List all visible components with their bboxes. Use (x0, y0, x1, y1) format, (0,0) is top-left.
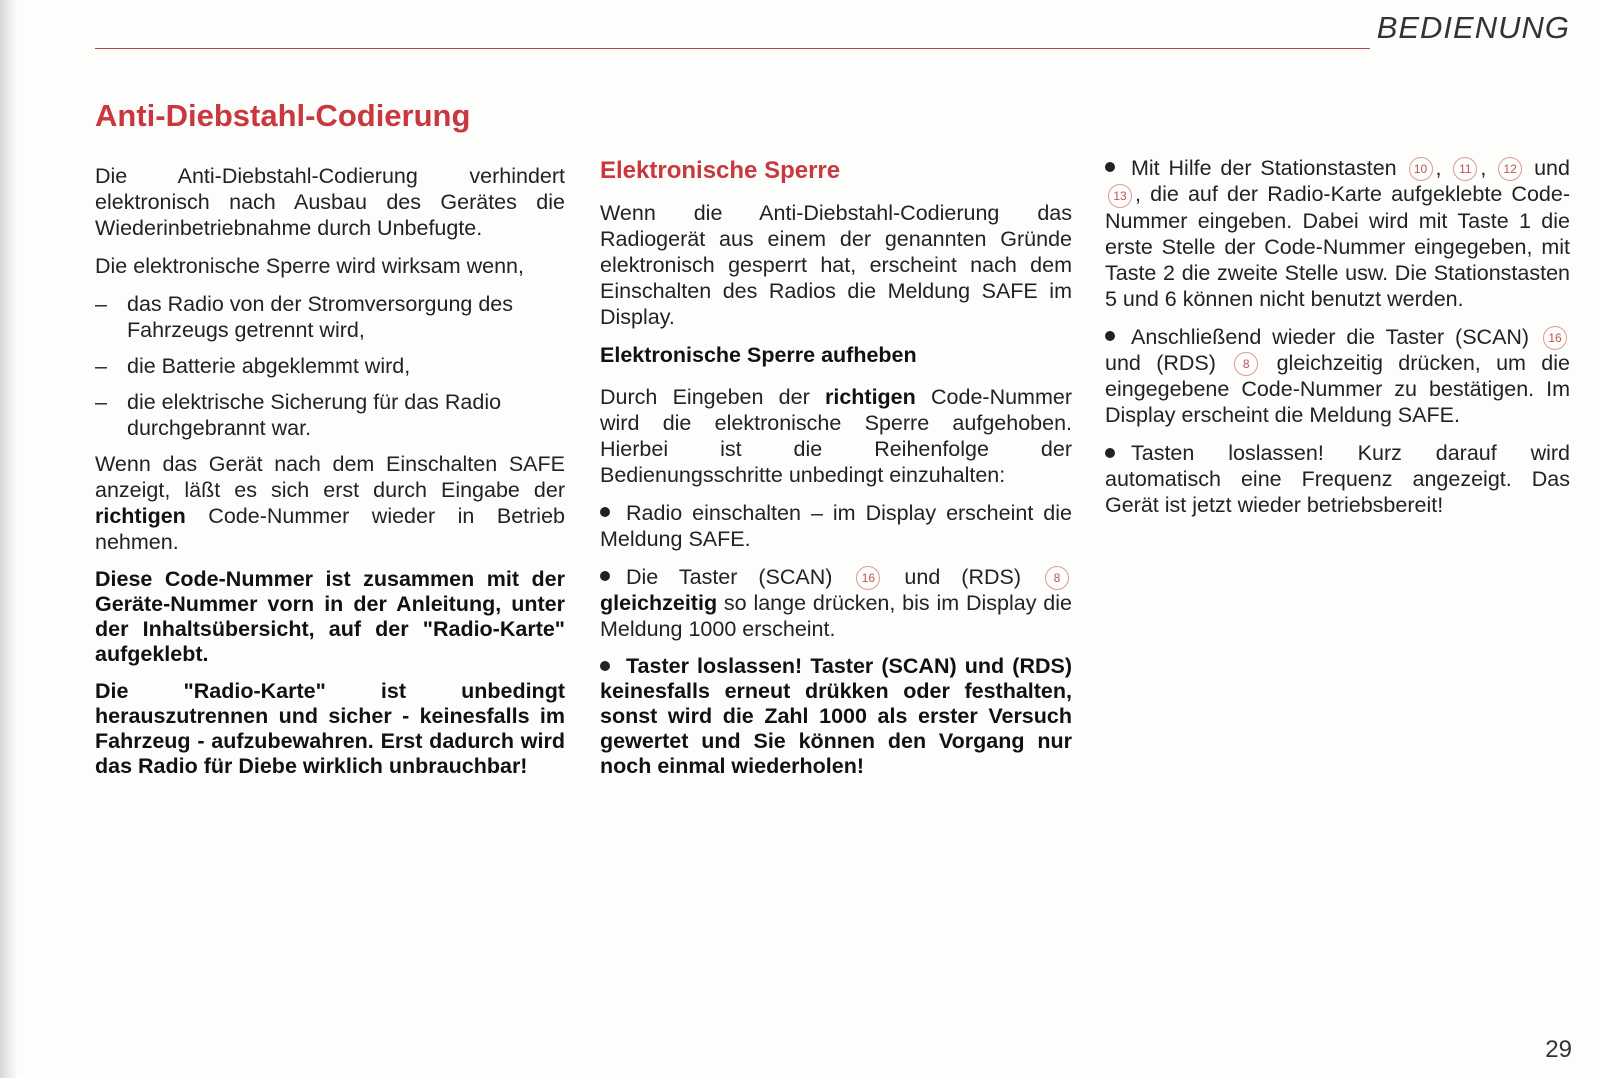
step-3-text: Taster loslassen! Taster (SCAN) und (RDS) keinesfalls erneut drükken oder festhalten, sonst wird die Zahl 1000 als erster Versuch gewertet und Sie können den Vorgang nur noch einmal wiederholen! (600, 654, 1072, 779)
button-number-icon: 10 (1409, 157, 1433, 181)
step-5-text-c: gleichzeitig drücken, um die eingegebene Code-Nummer zu bestätigen. Im Display erscheint die Meldung SAFE. (1105, 350, 1570, 428)
list-item-text: das Radio von der Stromversorgung des Fahrzeugs getrennt wird, (127, 292, 514, 342)
step-4 (1105, 155, 1570, 312)
list-item-text: die elektrische Sicherung für das Radio durchgebrannt war. (127, 390, 502, 440)
step-2-text-d: so lange drücken, bis im Display die Meldung 1000 erscheint. (600, 591, 1072, 642)
step-4-text-a: Mit Hilfe der Stationstasten (1131, 156, 1406, 180)
page-title: Anti-Diebstahl-Codierung (95, 98, 471, 133)
button-number-icon: 8 (1234, 352, 1258, 376)
button-number-icon: 12 (1498, 157, 1522, 181)
warning-radio-card: Die "Radio-Karte" ist unbedingt herauszutrennen und sicher - keinesfalls im Fahrzeug - aufzubewahren. Erst dadurch wird das Radio für Diebe wirklich unbrauchbar! (95, 679, 565, 778)
step-1-text: Radio einschalten – im Display erscheint die Meldung SAFE. (600, 501, 1072, 551)
step-2-text-a: Die Taster (SCAN) (626, 565, 854, 589)
button-number-icon: 11 (1453, 157, 1477, 181)
step-2-text-b: und (RDS) (883, 565, 1042, 589)
safe-text-a: Wenn das Gerät nach dem Einschalten SAFE anzeigt, läßt es sich erst durch Eingabe der (95, 452, 565, 502)
list-item (95, 353, 565, 379)
unlock-text-a: Durch Eingeben der (600, 385, 825, 409)
step-5-text-a: Anschließend wieder die Taster (SCAN) (1131, 324, 1530, 349)
step-5-text-b: und (RDS) (1105, 350, 1232, 375)
dash-marker: – (95, 354, 107, 378)
list-item (95, 389, 565, 441)
column-3 (1105, 155, 1570, 530)
list-item (95, 291, 565, 343)
bullet-icon (600, 507, 610, 517)
separator: , (1480, 156, 1487, 180)
dash-marker: – (95, 292, 107, 316)
step-2-bold: gleichzeitig (600, 591, 718, 616)
step-4-text-c: , die auf der Radio-Karte aufgeklebte Code-Nummer eingeben. Dabei wird mit Taste 1 die erste Stelle der Code-Nummer eingegeben, mit Taste 2 die zweite Stelle usw. Die Stationstasten 5 und 6 können nicht benutzt werden. (1105, 182, 1570, 311)
condition-intro: Die elektronische Sperre wird wirksam wenn, (95, 254, 524, 278)
bullet-icon (1105, 162, 1115, 172)
lock-paragraph: Wenn die Anti-Diebstahl-Codierung das Radiogerät aus einem der genannten Gründe elektronisch gesperrt hat, erscheint nach dem Einschalten des Radios die Meldung SAFE im Display. (600, 201, 1072, 329)
dash-marker: – (95, 390, 107, 414)
unlock-text-c: Code-Nummer wird die elektronische Sperre aufgehoben. Hierbei ist die Reihenfolge der Bedienungsschritte unbedingt einzuhalten: (600, 385, 1072, 487)
separator: , (1435, 156, 1442, 180)
bullet-icon (1105, 331, 1115, 341)
button-number-icon: 16 (856, 566, 880, 590)
column-1 (95, 163, 565, 791)
subheading-unlock: Elektronische Sperre aufheben (600, 343, 917, 367)
bullet-icon (1105, 448, 1115, 458)
unlock-text-bold: richtigen (824, 385, 916, 409)
unlock-paragraph (600, 384, 1072, 488)
step-6-text: Tasten loslassen! Kurz darauf wird automatisch eine Frequenz angezeigt. Das Gerät ist jetzt wieder betriebsbereit! (1105, 441, 1570, 518)
warning-code-number: Diese Code-Nummer ist zusammen mit der Geräte-Nummer vorn in der Anleitung, unter der Inhaltsübersicht, auf der "Radio-Karte" aufgeklebt. (95, 567, 565, 666)
button-number-icon: 13 (1108, 184, 1132, 208)
safe-text-c: Code-Nummer wieder in Betrieb nehmen. (95, 504, 565, 554)
safe-paragraph (95, 451, 565, 555)
intro-paragraph: Die Anti-Diebstahl-Codierung verhindert elektronisch nach Ausbau des Gerätes die Wiederinbetriebnahme durch Unbefugte. (95, 164, 565, 240)
header-rule (95, 48, 1370, 49)
step-4-text-b: und (1534, 156, 1570, 180)
step-1 (600, 500, 1072, 552)
safe-text-bold: richtigen (95, 504, 186, 528)
bullet-icon (600, 661, 610, 671)
step-6 (1105, 440, 1570, 518)
heading-electronic-lock: Elektronische Sperre (600, 157, 841, 184)
list-item-text: die Batterie abgeklemmt wird, (127, 354, 411, 378)
page-spine-shadow (0, 0, 18, 1078)
section-title: BEDIENUNG (1376, 10, 1570, 45)
button-number-icon: 8 (1045, 566, 1069, 590)
page-number: 29 (1545, 1036, 1572, 1063)
step-2 (600, 564, 1072, 642)
step-5 (1105, 324, 1570, 429)
bullet-icon (600, 571, 610, 581)
column-2 (600, 158, 1072, 791)
button-number-icon: 16 (1543, 326, 1567, 350)
step-3 (600, 654, 1072, 779)
